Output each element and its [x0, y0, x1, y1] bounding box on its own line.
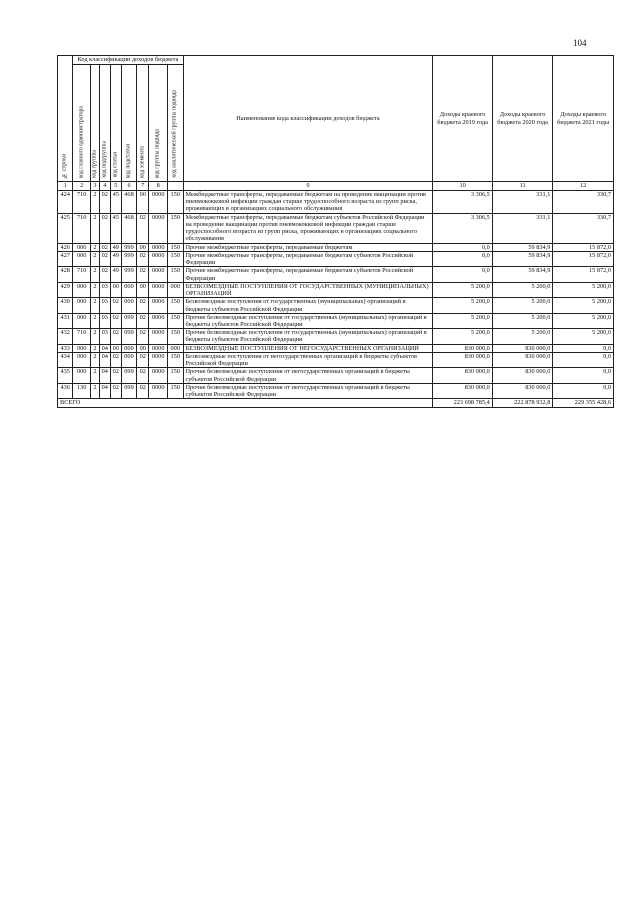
value-2021: 5 200,0: [553, 298, 614, 313]
column-number: 10: [433, 182, 492, 191]
header-year-2019: Доходы краевого бюджета 2019 года: [433, 56, 492, 182]
row-number: 426: [58, 243, 73, 251]
total-2019: 223 698 785,4: [433, 399, 492, 407]
table-row: [58, 267, 614, 282]
code-article: 02: [110, 368, 121, 383]
revenue-name: Прочие безвозмездные поступления от государственных (муниципальных) организаций в бюджеты субъектов Российской Федерации: [183, 313, 433, 328]
value-2020: 331,1: [492, 213, 553, 243]
code-group: 2: [91, 213, 100, 243]
code-group: 2: [91, 243, 100, 251]
code-subgroup: 04: [99, 352, 110, 367]
code-analytic-group: 150: [168, 383, 183, 398]
code-subgroup: 03: [99, 313, 110, 328]
revenue-name: Прочие межбюджетные трансферты, передаваемые бюджетам: [183, 243, 433, 251]
row-number: 435: [58, 368, 73, 383]
code-subtype-group: 0000: [149, 313, 168, 328]
value-2019: 5 200,0: [433, 282, 492, 297]
code-analytic-group: 150: [168, 329, 183, 344]
code-analytic-group: 150: [168, 267, 183, 282]
row-number: 429: [58, 282, 73, 297]
revenue-name: Межбюджетные трансферты, передаваемые бюджетам на проведение вакцинации против пневмококковой инфекции граждан старше трудоспособного возраста из групп риска, проживающих в организациях социального обслуживания: [183, 191, 433, 214]
column-numbering-row: [58, 182, 614, 191]
row-number: 427: [58, 251, 73, 266]
code-admin: 710: [73, 191, 91, 214]
row-number: 434: [58, 352, 73, 367]
code-analytic-group: 000: [168, 344, 183, 352]
code-element: 00: [137, 191, 149, 214]
value-2019: 5 200,0: [433, 329, 492, 344]
code-subgroup: 02: [99, 243, 110, 251]
code-subarticle: 468: [121, 191, 136, 214]
code-element: 02: [137, 352, 149, 367]
table-row: [58, 243, 614, 251]
code-admin: 710: [73, 329, 91, 344]
code-subarticle: 999: [121, 267, 136, 282]
value-2021: 5 200,0: [553, 329, 614, 344]
row-number: 428: [58, 267, 73, 282]
revenue-table: [57, 55, 614, 408]
code-subgroup: 03: [99, 282, 110, 297]
value-2020: 5 200,0: [492, 313, 553, 328]
code-article: 02: [110, 383, 121, 398]
code-admin: 710: [73, 213, 91, 243]
code-subtype-group: 0000: [149, 368, 168, 383]
code-article: 49: [110, 267, 121, 282]
table-row: [58, 383, 614, 398]
code-subtype-group: 0000: [149, 329, 168, 344]
code-subgroup: 03: [99, 329, 110, 344]
code-article: 02: [110, 352, 121, 367]
total-2020: 222 878 932,8: [492, 399, 553, 407]
table-row: [58, 352, 614, 367]
row-number: 425: [58, 213, 73, 243]
column-number: 6: [121, 182, 136, 191]
code-subtype-group: 0000: [149, 282, 168, 297]
code-element: 02: [137, 383, 149, 398]
column-number: 1: [58, 182, 73, 191]
code-group: 2: [91, 329, 100, 344]
revenue-name: Межбюджетные трансферты, передаваемые бюджетам субъектов Российской Федерации на проведение вакцинации против пневмококковой инфекции граждан старше трудоспособного возраста из групп риска, проживающих в организациях социального обслуживания: [183, 213, 433, 243]
header-code-group: код группы: [91, 65, 100, 182]
revenue-name: Прочие межбюджетные трансферты, передаваемые бюджетам субъектов Российской Федерации: [183, 267, 433, 282]
value-2019: 830 000,0: [433, 368, 492, 383]
value-2021: 0,0: [553, 352, 614, 367]
code-subarticle: 468: [121, 213, 136, 243]
row-number: 433: [58, 344, 73, 352]
page-number: 104: [573, 38, 587, 48]
code-subarticle: 099: [121, 329, 136, 344]
code-group: 2: [91, 383, 100, 398]
code-subarticle: 000: [121, 282, 136, 297]
table-row: [58, 313, 614, 328]
table-row: [58, 329, 614, 344]
code-group: 2: [91, 313, 100, 328]
code-group: 2: [91, 298, 100, 313]
header-code-subgroup: код подгруппы: [99, 65, 110, 182]
code-element: 02: [137, 213, 149, 243]
header-year-2020: Доходы краевого бюджета 2020 года: [492, 56, 553, 182]
code-subtype-group: 0000: [149, 267, 168, 282]
code-analytic-group: 150: [168, 352, 183, 367]
code-article: 45: [110, 213, 121, 243]
code-subtype-group: 0000: [149, 213, 168, 243]
header-row-number: № строки: [58, 56, 73, 182]
code-subarticle: 000: [121, 352, 136, 367]
code-article: 02: [110, 329, 121, 344]
code-subtype-group: 0000: [149, 344, 168, 352]
header-name: Наименование кода классификации доходов бюджета: [183, 56, 433, 182]
table-row: [58, 251, 614, 266]
code-article: 45: [110, 191, 121, 214]
code-admin: 130: [73, 383, 91, 398]
value-2021: 330,7: [553, 213, 614, 243]
code-subarticle: 099: [121, 383, 136, 398]
table-row: [58, 282, 614, 297]
value-2020: 59 834,9: [492, 251, 553, 266]
code-subgroup: 02: [99, 213, 110, 243]
value-2021: 0,0: [553, 368, 614, 383]
table-row: [58, 368, 614, 383]
value-2021: 0,0: [553, 344, 614, 352]
column-number: [168, 182, 183, 191]
revenue-name: Прочие межбюджетные трансферты, передаваемые бюджетам субъектов Российской Федерации: [183, 251, 433, 266]
value-2021: 15 872,0: [553, 251, 614, 266]
table-row: [58, 191, 614, 214]
column-number: 8: [149, 182, 168, 191]
code-element: 02: [137, 313, 149, 328]
total-2021: 229 355 428,6: [553, 399, 614, 407]
code-element: 02: [137, 251, 149, 266]
value-2020: 830 000,0: [492, 344, 553, 352]
code-analytic-group: 150: [168, 298, 183, 313]
value-2019: 830 000,0: [433, 352, 492, 367]
code-subarticle: 999: [121, 243, 136, 251]
code-analytic-group: 150: [168, 243, 183, 251]
code-article: 49: [110, 243, 121, 251]
revenue-name: БЕЗВОЗМЕЗДНЫЕ ПОСТУПЛЕНИЯ ОТ ГОСУДАРСТВЕННЫХ (МУНИЦИПАЛЬНЫХ) ОРГАНИЗАЦИЙ: [183, 282, 433, 297]
code-group: 2: [91, 282, 100, 297]
code-admin: 710: [73, 267, 91, 282]
value-2021: 15 872,0: [553, 243, 614, 251]
column-number: 5: [110, 182, 121, 191]
code-analytic-group: 150: [168, 191, 183, 214]
code-subarticle: 000: [121, 298, 136, 313]
code-admin: 000: [73, 352, 91, 367]
revenue-name: БЕЗВОЗМЕЗДНЫЕ ПОСТУПЛЕНИЯ ОТ НЕГОСУДАРСТВЕННЫХ ОРГАНИЗАЦИЙ: [183, 344, 433, 352]
value-2019: 0,0: [433, 243, 492, 251]
table-row: [58, 213, 614, 243]
code-analytic-group: 150: [168, 251, 183, 266]
value-2020: 331,1: [492, 191, 553, 214]
header-classification-group: Код классификации доходов бюджета: [73, 56, 183, 65]
row-number: 432: [58, 329, 73, 344]
value-2019: 0,0: [433, 251, 492, 266]
code-article: 49: [110, 251, 121, 266]
table-row: [58, 298, 614, 313]
value-2020: 5 200,0: [492, 282, 553, 297]
value-2019: 5 200,0: [433, 298, 492, 313]
code-subgroup: 02: [99, 251, 110, 266]
column-number: 12: [553, 182, 614, 191]
value-2020: 59 834,9: [492, 243, 553, 251]
column-number: 2: [73, 182, 91, 191]
code-admin: 000: [73, 282, 91, 297]
header-year-2021: Доходы краевого бюджета 2021 годы: [553, 56, 614, 182]
header-code-article: код статьи: [110, 65, 121, 182]
revenue-name: Прочие безвозмездные поступления от негосударственных организаций в бюджеты субъектов Российской Федерации: [183, 368, 433, 383]
row-number: 436: [58, 383, 73, 398]
value-2019: 830 000,0: [433, 344, 492, 352]
code-element: 02: [137, 329, 149, 344]
value-2020: 5 200,0: [492, 298, 553, 313]
code-article: 02: [110, 298, 121, 313]
value-2019: 3 306,5: [433, 191, 492, 214]
code-analytic-group: 000: [168, 282, 183, 297]
value-2019: 3 306,5: [433, 213, 492, 243]
value-2019: 0,0: [433, 267, 492, 282]
column-number: 11: [492, 182, 553, 191]
code-subgroup: 02: [99, 267, 110, 282]
header-code-analytic-group: код аналитической группы подвида: [168, 65, 183, 182]
code-subgroup: 04: [99, 344, 110, 352]
code-article: 00: [110, 344, 121, 352]
code-article: 00: [110, 282, 121, 297]
code-subtype-group: 0000: [149, 191, 168, 214]
code-subgroup: 04: [99, 383, 110, 398]
header-code-element: код элемента: [137, 65, 149, 182]
code-analytic-group: 150: [168, 368, 183, 383]
code-element: 00: [137, 344, 149, 352]
code-element: 00: [137, 243, 149, 251]
code-admin: 000: [73, 298, 91, 313]
value-2021: 5 200,0: [553, 313, 614, 328]
value-2020: 59 834,9: [492, 267, 553, 282]
revenue-name: Безвозмездные поступления от негосударственных организаций в бюджеты субъектов Российской Федерации: [183, 352, 433, 367]
code-group: 2: [91, 352, 100, 367]
code-group: 2: [91, 251, 100, 266]
code-analytic-group: 150: [168, 313, 183, 328]
code-subgroup: 04: [99, 368, 110, 383]
value-2021: 0,0: [553, 383, 614, 398]
header-code-subarticle: код подстатьи: [121, 65, 136, 182]
code-group: 2: [91, 191, 100, 214]
row-number: 431: [58, 313, 73, 328]
row-number: 430: [58, 298, 73, 313]
value-2020: 830 000,0: [492, 383, 553, 398]
value-2021: 330,7: [553, 191, 614, 214]
revenue-name: Безвозмездные поступления от государственных (муниципальных) организаций в бюджеты субъектов Российской Федерации: [183, 298, 433, 313]
code-admin: 000: [73, 243, 91, 251]
total-label: ВСЕГО: [58, 399, 433, 407]
code-subarticle: 999: [121, 251, 136, 266]
header-code-subtype-group: код группы подвида: [149, 65, 168, 182]
code-element: 02: [137, 267, 149, 282]
code-element: 02: [137, 368, 149, 383]
code-subtype-group: 0000: [149, 352, 168, 367]
code-admin: 000: [73, 344, 91, 352]
code-subgroup: 02: [99, 191, 110, 214]
code-analytic-group: 150: [168, 213, 183, 243]
column-number: 7: [137, 182, 149, 191]
code-group: 2: [91, 368, 100, 383]
table-body: [58, 191, 614, 399]
code-admin: 000: [73, 313, 91, 328]
code-group: 2: [91, 267, 100, 282]
value-2020: 5 200,0: [492, 329, 553, 344]
code-subtype-group: 0000: [149, 243, 168, 251]
column-number: 4: [99, 182, 110, 191]
column-number: 3: [91, 182, 100, 191]
row-number: 424: [58, 191, 73, 214]
code-admin: 000: [73, 251, 91, 266]
code-subarticle: 000: [121, 344, 136, 352]
code-subtype-group: 0000: [149, 251, 168, 266]
value-2020: 830 000,0: [492, 352, 553, 367]
value-2021: 5 200,0: [553, 282, 614, 297]
total-row: [58, 399, 614, 407]
value-2019: 5 200,0: [433, 313, 492, 328]
header-code-admin: код главного администратора: [73, 65, 91, 182]
column-number: 9: [183, 182, 433, 191]
revenue-name: Прочие безвозмездные поступления от государственных (муниципальных) организаций в бюджеты субъектов Российской Федерации: [183, 329, 433, 344]
code-subtype-group: 0000: [149, 298, 168, 313]
revenue-name: Прочие безвозмездные поступления от негосударственных организаций в бюджеты субъектов Российской Федерации: [183, 383, 433, 398]
code-admin: 000: [73, 368, 91, 383]
code-article: 02: [110, 313, 121, 328]
value-2021: 15 872,0: [553, 267, 614, 282]
code-element: 02: [137, 298, 149, 313]
code-subarticle: 099: [121, 368, 136, 383]
code-subarticle: 099: [121, 313, 136, 328]
table-row: [58, 344, 614, 352]
code-element: 00: [137, 282, 149, 297]
code-subtype-group: 0000: [149, 383, 168, 398]
value-2019: 830 000,0: [433, 383, 492, 398]
code-subgroup: 03: [99, 298, 110, 313]
code-group: 2: [91, 344, 100, 352]
value-2020: 830 000,0: [492, 368, 553, 383]
